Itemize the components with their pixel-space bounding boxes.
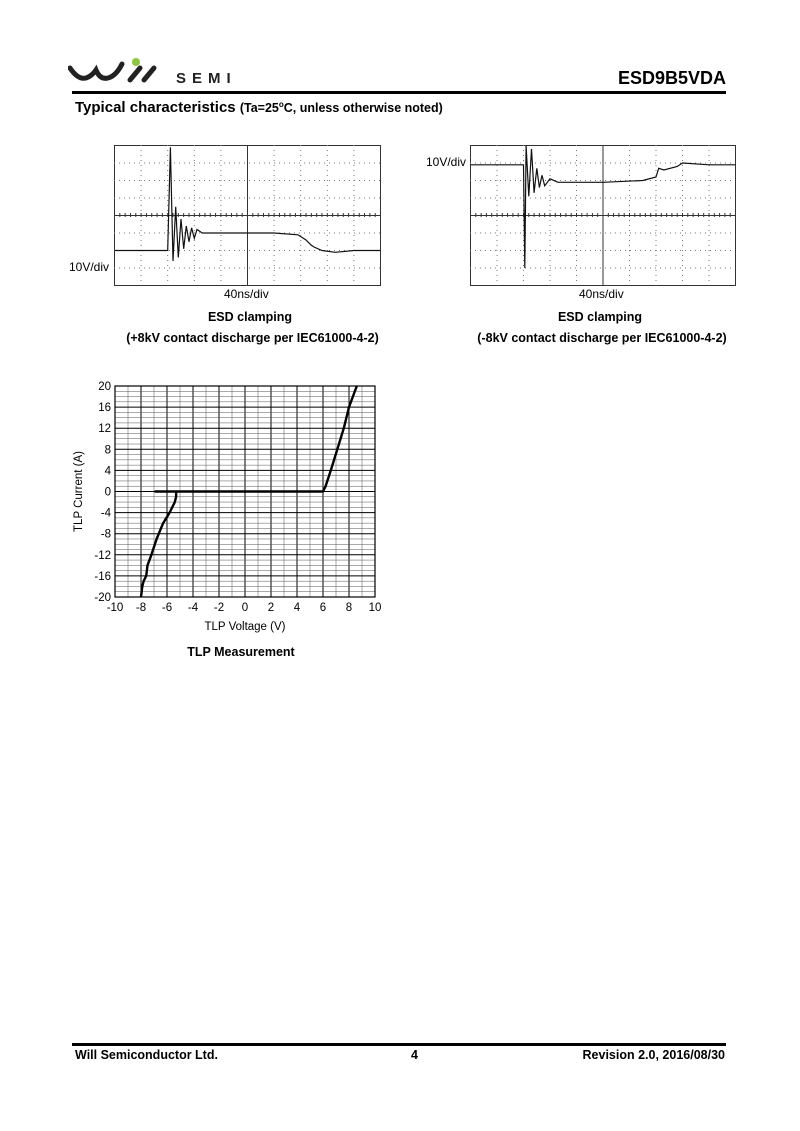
tlp-chart xyxy=(60,378,400,640)
esd-clamp-positive-scope xyxy=(114,145,381,286)
tlp-x-tick-label: -6 xyxy=(161,602,173,614)
part-number: ESD9B5VDA xyxy=(617,68,726,88)
header-rule xyxy=(72,91,726,94)
tlp-y-tick-label: -4 xyxy=(100,507,111,520)
tlp-y-tick-label: 20 xyxy=(98,381,111,393)
tlp-x-axis-label: TLP Voltage (V) xyxy=(204,621,286,633)
tlp-x-tick-label: -4 xyxy=(187,602,199,614)
tlp-y-tick-label: 0 xyxy=(104,486,111,499)
condition-suffix: C, unless otherwise noted) xyxy=(283,101,443,115)
scope2-subtitle: (-8kV contact discharge per IEC61000-4-2) xyxy=(477,331,727,345)
tlp-title: TLP Measurement xyxy=(187,645,295,659)
tlp-x-tick-label: 0 xyxy=(241,602,249,614)
tlp-y-tick-label: -20 xyxy=(94,592,111,604)
tlp-y-tick-label: 12 xyxy=(98,423,111,436)
scope2-vscale-label: 10V/div xyxy=(426,155,467,169)
condition-prefix: (Ta=25 xyxy=(239,101,279,115)
tlp-y-tick-label: 8 xyxy=(104,444,111,457)
tlp-x-tick-label: -2 xyxy=(213,602,225,614)
section-condition xyxy=(240,101,443,115)
scope2-hscale-label: 40ns/div xyxy=(579,287,624,301)
tlp-y-axis-label: TLP Current (A) xyxy=(73,451,85,532)
tlp-y-tick-label: 16 xyxy=(98,402,111,415)
tlp-x-tick-label: 8 xyxy=(345,602,353,614)
tlp-y-tick-label: -8 xyxy=(100,528,111,541)
section-title xyxy=(75,99,443,116)
brand-text: SEMI xyxy=(176,70,237,87)
scope1-subtitle: (+8kV contact discharge per IEC61000-4-2) xyxy=(126,331,379,345)
tlp-x-tick-label: 2 xyxy=(267,602,275,614)
section-title-text: Typical characteristics xyxy=(75,99,236,116)
scope1-hscale-label: 40ns/div xyxy=(224,287,269,301)
footer-rule xyxy=(72,1043,726,1046)
scope2-title: ESD clamping xyxy=(557,310,643,324)
esd-clamp-negative-scope xyxy=(470,145,736,286)
tlp-x-tick-label: -10 xyxy=(106,602,124,614)
logo-slash-1 xyxy=(130,68,140,80)
degree-symbol: o xyxy=(278,99,284,109)
tlp-x-tick-label: 10 xyxy=(368,602,382,614)
tlp-x-tick-label: 6 xyxy=(319,602,327,614)
footer-page-number: 4 xyxy=(411,1048,418,1062)
scope1-vscale-label: 10V/div xyxy=(69,260,110,274)
tlp-x-tick-label: -8 xyxy=(135,602,147,614)
logo-slash-2 xyxy=(144,68,154,80)
tlp-y-tick-label: -12 xyxy=(94,549,111,562)
tlp-y-tick-label: 4 xyxy=(104,465,111,478)
scope1-title: ESD clamping xyxy=(207,310,293,324)
tlp-y-tick-label: -16 xyxy=(94,570,111,583)
logo-dot xyxy=(132,58,140,66)
logo-wave-mark xyxy=(70,64,122,78)
tlp-x-tick-label: 4 xyxy=(293,602,301,614)
footer-revision: Revision 2.0, 2016/08/30 xyxy=(582,1048,725,1062)
footer-company: Will Semiconductor Ltd. xyxy=(75,1048,218,1062)
